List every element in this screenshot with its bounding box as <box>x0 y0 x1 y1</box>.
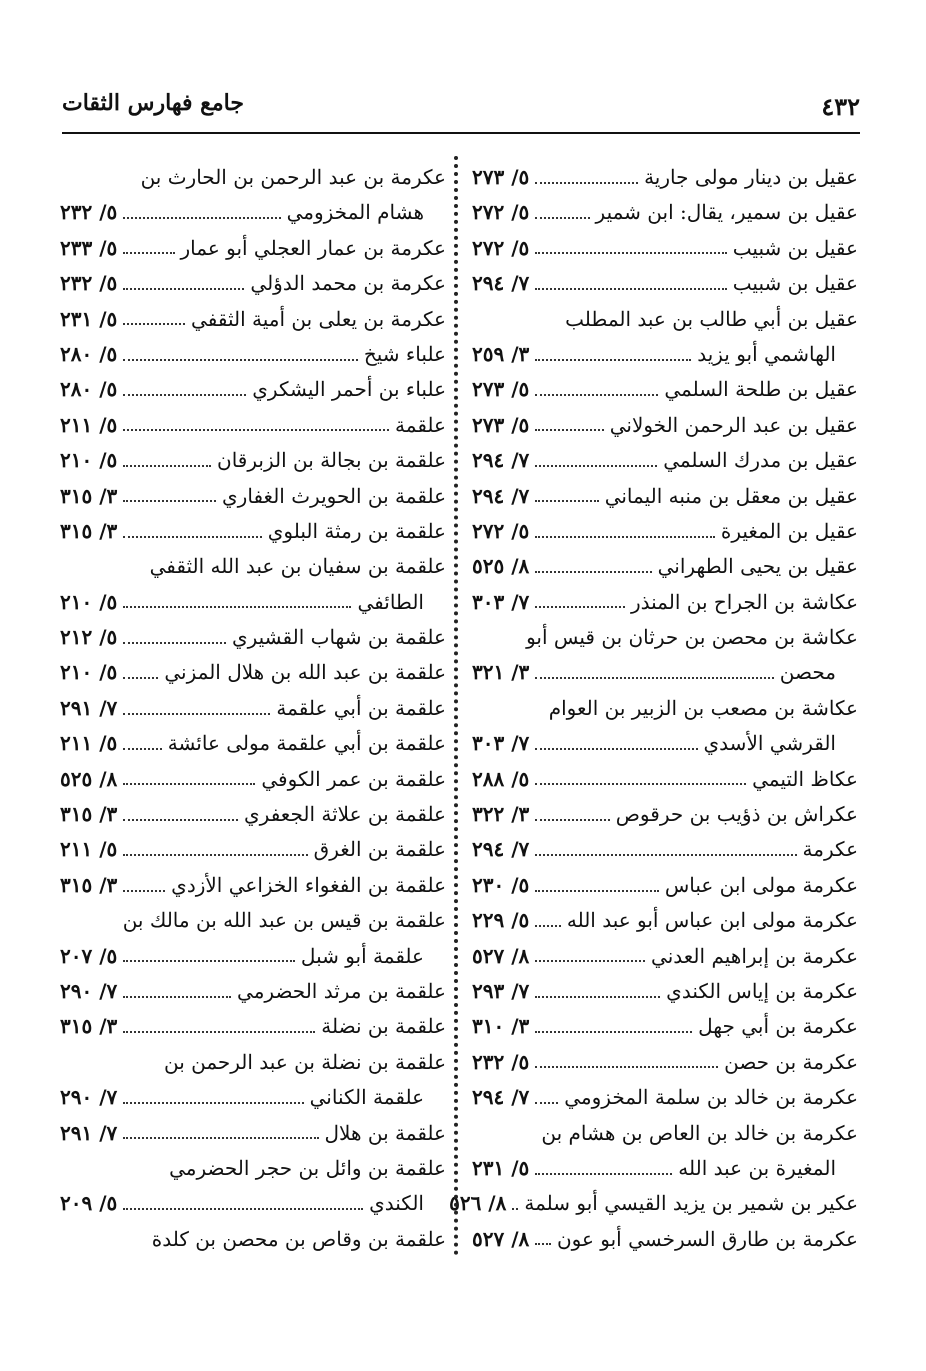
dot-leader <box>123 252 174 254</box>
index-entry <box>60 1045 446 1080</box>
entry-name: علقمة الكناني <box>309 1085 424 1110</box>
entry-reference: ٧/ ٣٠٣ <box>472 589 530 614</box>
dot-leader <box>123 819 238 821</box>
entry-name: علقمة بن شهاب القشيري <box>231 625 446 650</box>
entry-reference: ٣/ ٣١٥ <box>60 483 118 508</box>
entry-name: علقمة بن وائل بن حجر الحضرمي <box>169 1155 446 1180</box>
dot-leader <box>123 748 161 750</box>
dot-leader <box>123 854 307 856</box>
entry-name: عكراش بن ذؤيب بن حرقوص <box>615 802 858 827</box>
entry-reference: ٥/ ٢٧٣ <box>472 165 530 189</box>
entry-name: المغيرة بن عبد الله <box>678 1155 836 1180</box>
dot-leader <box>535 606 625 608</box>
dot-leader <box>123 783 255 785</box>
entry-name: هشام المخزومي <box>286 200 424 225</box>
entry-reference: ٧/ ٢٩٠ <box>60 978 118 1003</box>
entry-reference: ٥/ ٢٧٣ <box>472 412 530 437</box>
dot-leader <box>123 536 261 538</box>
entry-reference: ٥/ ٢٣٢ <box>60 200 118 225</box>
dot-leader <box>535 925 561 927</box>
entry-reference: ٨/ ٥٢٦ <box>449 1191 507 1216</box>
entry-reference: ٥/ ٢٧٣ <box>472 377 530 402</box>
entry-reference: ٥/ ٢٣٢ <box>60 271 118 296</box>
entry-reference: ٥/ ٢١٢ <box>60 625 118 650</box>
entry-reference: ٣/ ٣٢١ <box>472 660 530 685</box>
entry-name: عكرمة مولى ابن عباس أبو عبد الله <box>566 908 858 933</box>
dot-leader <box>535 571 651 573</box>
dot-leader <box>512 1208 518 1210</box>
index-entry <box>472 1222 858 1257</box>
index-entry <box>60 302 446 337</box>
index-entry <box>472 939 858 974</box>
index-entry <box>60 160 446 195</box>
entry-name: علقمة بن وقاص بن محصن بن كلدة <box>151 1226 446 1251</box>
entry-reference: ٥/ ٢٣٠ <box>472 872 530 897</box>
entry-reference: ٣/ ٣١٥ <box>60 518 118 543</box>
entry-reference: ٥/ ٢٢٩ <box>472 908 530 933</box>
entry-name: عكاشة بن محصن بن حرثان بن قيس أبو <box>526 625 858 650</box>
entry-reference: ٥/ ٢٧٢ <box>472 200 530 225</box>
index-entry <box>60 443 446 478</box>
entry-name: علقمة بن عمر الكوفي <box>261 766 446 791</box>
entry-reference: ٥/ ٢٧٢ <box>472 235 530 260</box>
entry-name: علقمة بن الغرق <box>313 837 446 862</box>
entry-reference: ٣/ ٣١٥ <box>60 872 118 897</box>
entry-name: علقمة بن مرثد الحضرمي <box>237 978 446 1003</box>
page-header <box>62 88 860 134</box>
index-entry <box>472 620 858 655</box>
entry-name: عقيل بن عبد الرحمن الخولاني <box>609 412 858 437</box>
dot-leader <box>123 500 216 502</box>
entry-name: علقمة بن عبد الله بن هلال المزني <box>164 660 446 685</box>
index-column-left <box>60 160 446 1257</box>
entry-reference: ٣/ ٣١٠ <box>472 1014 530 1039</box>
index-entry <box>60 832 446 867</box>
entry-name: علقمة بن أبي علقمة <box>276 695 446 720</box>
entry-name: عكرمة بن يعلى بن أمية الثقفي <box>191 306 446 331</box>
dot-leader <box>535 465 657 467</box>
entry-reference: ٧/ ٢٩٤ <box>472 483 530 508</box>
index-entry <box>472 762 858 797</box>
entry-reference: ٣/ ٢٥٩ <box>472 341 530 366</box>
index-entry <box>60 762 446 797</box>
index-entry <box>472 868 858 903</box>
entry-reference: ٣/ ٣١٥ <box>60 802 118 827</box>
dot-leader <box>123 1102 303 1104</box>
entry-name: عكرمة بن عمار العجلي أبو عمار <box>180 235 446 260</box>
index-entry <box>472 797 858 832</box>
entry-reference: ٣/ ٣٢٢ <box>472 802 530 827</box>
entry-reference: ٨/ ٥٢٧ <box>472 943 530 968</box>
entry-name: علقمة أبو شبل <box>300 943 424 968</box>
entry-reference: ٥/ ٢١٠ <box>60 660 118 685</box>
index-entry <box>60 620 446 655</box>
dot-leader <box>535 536 715 538</box>
entry-name: عقيل بن معقل بن منبه اليماني <box>604 483 858 508</box>
entry-name: علقمة بن سفيان بن عبد الله الثقفي <box>149 554 446 579</box>
entry-reference: ٧/ ٣٠٣ <box>472 731 530 756</box>
index-entry <box>472 549 858 584</box>
entry-reference: ٥/ ٢٠٩ <box>60 1191 118 1216</box>
entry-name: علباء بن أحمر اليشكري <box>252 377 446 402</box>
entry-name: عكرمة <box>802 837 858 862</box>
dot-leader <box>535 359 691 361</box>
running-title: جامع فهارس الثقات <box>62 90 244 116</box>
entry-reference: ٥/ ٢٨٨ <box>472 766 530 791</box>
entry-name: علقمة بن نضلة <box>321 1014 446 1039</box>
index-entry <box>60 726 446 761</box>
entry-name: علقمة بن علاثة الجعفري <box>244 802 446 827</box>
dot-leader <box>535 500 598 502</box>
entry-name: عقيل بن طلحة السلمي <box>664 377 858 402</box>
index-entry <box>60 974 446 1009</box>
dot-leader <box>123 429 389 431</box>
entry-name: محصن <box>779 660 836 685</box>
dot-leader <box>123 996 231 998</box>
entry-name: عكاظ التيمي <box>752 766 858 791</box>
dot-leader <box>123 890 165 892</box>
entry-name: علقمة بن بجالة بن الزبرقان <box>217 448 446 473</box>
index-entry <box>60 691 446 726</box>
dot-leader <box>123 606 351 608</box>
entry-name: الهاشمي أبو يزيد <box>697 341 836 366</box>
entry-reference: ٥/ ٢١١ <box>60 412 118 437</box>
page-number: ٤٣٢ <box>821 92 860 121</box>
index-entry <box>472 974 858 1009</box>
column-divider <box>454 156 458 1256</box>
entry-reference: ٥/ ٢٣١ <box>472 1155 530 1180</box>
entry-name: عكرمة بن عبد الرحمن بن الحارث بن <box>140 165 446 189</box>
index-entry <box>472 302 858 337</box>
dot-leader <box>123 465 211 467</box>
dot-leader <box>123 677 158 679</box>
index-entry <box>60 939 446 974</box>
entry-name: عقيل بن سمير، يقال: ابن شمير <box>595 200 858 225</box>
index-entry <box>60 585 446 620</box>
dot-leader <box>535 819 609 821</box>
dot-leader <box>123 642 226 644</box>
entry-name: عكرمة بن إياس الكندي <box>666 978 858 1003</box>
entry-reference: ٥/ ٢١٠ <box>60 589 118 614</box>
entry-name: علقمة بن هلال <box>324 1120 446 1145</box>
entry-name: علقمة بن نضلة بن عبد الرحمن بن <box>163 1049 446 1074</box>
entry-name: عقيل بن أبي طالب بن عبد المطلب <box>565 306 858 331</box>
index-entry <box>472 1009 858 1044</box>
entry-reference: ٥/ ٢٧٢ <box>472 518 530 543</box>
entry-name: عقيل بن دينار مولى جارية <box>644 165 858 189</box>
dot-leader <box>123 217 280 219</box>
dot-leader <box>535 182 638 184</box>
entry-name: عقيل بن مدرك السلمي <box>663 448 858 473</box>
entry-name: عكرمة بن طارق السرخسي أبو عون <box>556 1226 858 1251</box>
index-entry <box>449 1186 858 1221</box>
index-entry <box>472 1116 858 1151</box>
entry-name: عكرمة بن حصن <box>724 1049 858 1074</box>
dot-leader <box>535 960 645 962</box>
index-entry <box>472 337 858 372</box>
entry-reference: ٨/ ٥٢٥ <box>60 766 118 791</box>
dot-leader <box>535 1066 718 1068</box>
entry-reference: ٧/ ٢٩٤ <box>472 271 530 296</box>
index-entry <box>472 231 858 266</box>
index-entry <box>472 408 858 443</box>
index-entry <box>472 160 858 195</box>
dot-leader <box>535 429 603 431</box>
entry-reference: ٧/ ٢٩٠ <box>60 1085 118 1110</box>
index-entry <box>472 585 858 620</box>
index-entry <box>472 655 858 690</box>
index-entry <box>60 655 446 690</box>
entry-reference: ٧/ ٢٩١ <box>60 1120 118 1145</box>
index-entry <box>60 231 446 266</box>
entry-name: عكرمة بن محمد الدؤلي <box>250 271 446 296</box>
index-entry <box>60 1151 446 1186</box>
index-entry <box>472 1045 858 1080</box>
entry-reference: ٥/ ٢٣٣ <box>60 235 118 260</box>
entry-name: علقمة بن قيس بن عبد الله بن مالك بن <box>122 908 446 933</box>
index-entry <box>472 832 858 867</box>
index-entry <box>60 337 446 372</box>
entry-name: عقيل بن شبيب <box>732 235 858 260</box>
entry-name: عقيل بن المغيرة <box>720 518 858 543</box>
index-entry <box>472 443 858 478</box>
index-entry <box>60 195 446 230</box>
entry-name: عكرمة بن خالد بن سلمة المخزومي <box>564 1085 858 1110</box>
entry-reference: ٧/ ٢٩٤ <box>472 837 530 862</box>
index-entry <box>472 1080 858 1115</box>
index-entry <box>60 868 446 903</box>
index-entry <box>472 726 858 761</box>
index-entry <box>472 1151 858 1186</box>
entry-name: القرشي الأسدي <box>703 731 836 756</box>
dot-leader <box>123 323 185 325</box>
index-entry <box>60 1080 446 1115</box>
index-entry <box>60 408 446 443</box>
index-entry <box>60 479 446 514</box>
dot-leader <box>535 677 774 679</box>
entry-name: علقمة بن الحويرث الغفاري <box>222 483 446 508</box>
dot-leader <box>535 748 697 750</box>
dot-leader <box>535 890 659 892</box>
entry-reference: ٥/ ٢٣١ <box>60 306 118 331</box>
dot-leader <box>535 394 658 396</box>
dot-leader <box>123 1031 315 1033</box>
index-entry <box>472 479 858 514</box>
entry-name: علقمة بن أبي علقمة مولى عائشة <box>167 731 446 756</box>
index-entry <box>472 903 858 938</box>
dot-leader <box>123 359 358 361</box>
dot-leader <box>535 1031 692 1033</box>
index-entry <box>60 372 446 407</box>
entry-name: عكاشة بن الجراح بن المنذر <box>630 589 858 614</box>
entry-name: عكاشة بن مصعب بن الزبير بن العوام <box>548 695 858 720</box>
entry-name: عكرمة مولى ابن عباس <box>664 872 858 897</box>
index-entry <box>472 266 858 301</box>
entry-name: الكندي <box>369 1191 424 1216</box>
index-column-right <box>449 160 858 1257</box>
dot-leader <box>535 1102 558 1104</box>
index-entry <box>60 797 446 832</box>
index-entry <box>472 514 858 549</box>
index-entry <box>60 549 446 584</box>
entry-name: علقمة بن الفغواء الخزاعي الأزدي <box>171 872 446 897</box>
index-entry <box>60 1116 446 1151</box>
dot-leader <box>535 288 727 290</box>
entry-reference: ٥/ ٢٨٠ <box>60 377 118 402</box>
dot-leader <box>123 288 244 290</box>
entry-reference: ٧/ ٢٩٣ <box>472 978 530 1003</box>
dot-leader <box>535 1173 672 1175</box>
entry-reference: ٥/ ٢١٠ <box>60 448 118 473</box>
entry-name: الطائفي <box>357 589 424 614</box>
index-entry <box>472 195 858 230</box>
entry-reference: ٥/ ٢٠٧ <box>60 943 118 968</box>
entry-name: عكرمة بن إبراهيم العدني <box>651 943 858 968</box>
index-entry <box>60 266 446 301</box>
index-entry <box>60 1186 446 1221</box>
entry-reference: ٥/ ٢٣٢ <box>472 1049 530 1074</box>
dot-leader <box>535 996 660 998</box>
entry-reference: ٨/ ٥٢٧ <box>472 1226 530 1251</box>
dot-leader <box>123 394 246 396</box>
index-entry <box>60 1222 446 1257</box>
entry-name: عقيل بن شبيب <box>732 271 858 296</box>
entry-name: عكير بن شمير بن يزيد القيسي أبو سلمة <box>524 1191 858 1216</box>
entry-name: علقمة <box>395 412 446 437</box>
dot-leader <box>535 783 746 785</box>
entry-reference: ٥/ ٢١١ <box>60 731 118 756</box>
entry-name: عقيل بن يحيى الطهراني <box>657 554 858 579</box>
dot-leader <box>535 854 796 856</box>
index-entry <box>472 372 858 407</box>
index-entry <box>60 1009 446 1044</box>
dot-leader <box>123 1208 363 1210</box>
entry-reference: ٧/ ٢٩٤ <box>472 1085 530 1110</box>
entry-name: علباء شيخ <box>363 341 446 366</box>
dot-leader <box>123 713 270 715</box>
entry-reference: ٧/ ٢٩١ <box>60 695 118 720</box>
dot-leader <box>123 960 295 962</box>
index-entry <box>60 514 446 549</box>
entry-name: عكرمة بن أبي جهل <box>698 1014 858 1039</box>
entry-reference: ٥/ ٢١١ <box>60 837 118 862</box>
dot-leader <box>123 1137 318 1139</box>
entry-reference: ٥/ ٢٨٠ <box>60 341 118 366</box>
dot-leader <box>535 217 589 219</box>
index-entry <box>60 903 446 938</box>
dot-leader <box>535 252 727 254</box>
entry-reference: ٨/ ٥٢٥ <box>472 554 530 579</box>
entry-name: علقمة بن رمثة البلوي <box>267 518 446 543</box>
dot-leader <box>535 1243 551 1245</box>
entry-reference: ٣/ ٣١٥ <box>60 1014 118 1039</box>
index-entry <box>472 691 858 726</box>
entry-reference: ٧/ ٢٩٤ <box>472 448 530 473</box>
entry-name: عكرمة بن خالد بن العاص بن هشام بن <box>541 1120 858 1145</box>
